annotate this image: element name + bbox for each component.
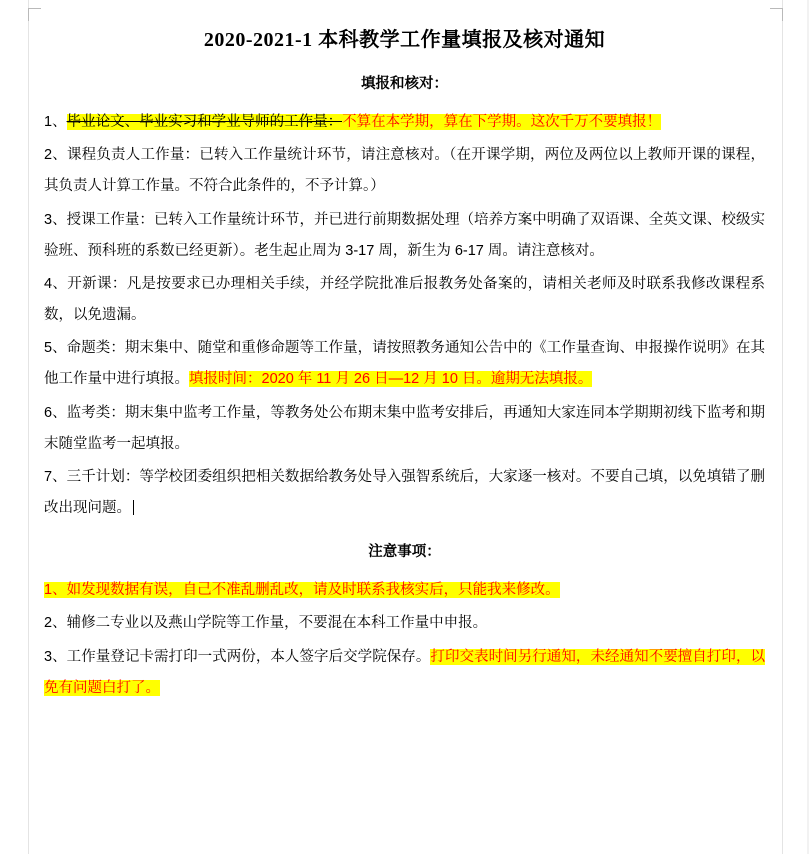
- note-item-number: 1、: [44, 582, 67, 599]
- notice-item-text-segment: 监考类：期末集中监考工作量，等教务处公布期末集中监考安排后，再通知大家连同本学期期初线下监考和期末随堂监考一起填报。: [44, 404, 765, 452]
- notice-item-text-segment: 三千计划：等学校团委组织把相关数据给教务处导入强智系统后，大家逐一核对。不要自己填，以免填错了删改出现问题。: [44, 468, 765, 517]
- page-title: 2020-2021-1 本科教学工作量填报及核对通知: [203, 29, 606, 51]
- note-item-paragraph: [44, 642, 765, 704]
- notice-item-list: [44, 107, 765, 524]
- notice-item-text-segment: 毕业论文、毕业实习和学业导师的工作量：: [66, 114, 343, 130]
- notice-item-text-segment: 不算在本学期，算在下学期。这次千万不要填报！: [342, 114, 662, 130]
- notes-item-list: [44, 575, 765, 704]
- notice-item-paragraph: [44, 269, 765, 331]
- notice-item-number: 4、: [44, 275, 68, 292]
- note-item-number: 3、: [44, 648, 67, 665]
- notice-item-paragraph: [44, 398, 765, 460]
- note-item-text-segment: 打印交表时间另行通知，未经通知不要擅自打印，以免有问题白打了。: [44, 648, 765, 696]
- notice-item-number: 3、: [44, 211, 67, 228]
- notice-item-paragraph: [44, 205, 765, 267]
- notice-item-number: 2、: [44, 147, 67, 164]
- note-item-paragraph: [44, 608, 765, 639]
- section-heading-filing: 填报和核对：: [361, 76, 448, 92]
- note-item-text-segment: 如发现数据有误，自己不准乱删乱改，请及时联系我核实后，只能我来修改。: [66, 582, 560, 599]
- note-item-text-segment: 辅修二专业以及燕山学院等工作量，不要混在本科工作量中申报。: [66, 615, 488, 632]
- notice-item-paragraph: [44, 140, 765, 202]
- notice-item-text-segment: 填报时间：2020 年 11 月 26 日—12 月 10 日。逾期无法填报。: [189, 371, 593, 388]
- note-item-text-segment: 工作量登记卡需打印一式两份，本人签字后交学院保存。: [66, 648, 431, 665]
- notice-item-number: 1、: [44, 114, 67, 130]
- notice-item-text-segment: 命题类：期末集中、随堂和重修命题等工作量，请按照教务通知公告中的《工作量查询、申报操作说明》在其他工作量中进行填报。: [44, 340, 765, 388]
- section-heading-notes: 注意事项：: [368, 544, 441, 561]
- notice-item-paragraph: [44, 333, 765, 395]
- notice-item-text-segment: 开新课：凡是按要求已办理相关手续，并经学院批准后报教务处备案的，请相关老师及时联系我修改课程系数，以免遗漏。: [44, 275, 765, 324]
- notice-item-number: 5、: [44, 340, 67, 357]
- notice-item-paragraph: [44, 107, 765, 138]
- note-item-number: 2、: [44, 615, 67, 632]
- notice-item-number: 6、: [44, 404, 67, 421]
- notice-item-text-segment: 课程负责人工作量：已转入工作量统计环节，请注意核对。（在开课学期，两位及两位以上教师开课的课程，其负责人计算工作量。不符合此条件的，不予计算。）: [44, 147, 765, 195]
- notice-item-text-segment: 授课工作量：已转入工作量统计环节，并已进行前期数据处理（培养方案中明确了双语课、全英文课、校级实验班、预科班的系数已经更新）。老生起止周为 3-17 周，新生为 6-17 周。请注意核对。: [44, 211, 765, 259]
- notice-item-paragraph: [44, 462, 765, 524]
- notice-item-number: 7、: [44, 468, 67, 485]
- text-cursor: [133, 500, 134, 515]
- note-item-paragraph: [44, 575, 765, 606]
